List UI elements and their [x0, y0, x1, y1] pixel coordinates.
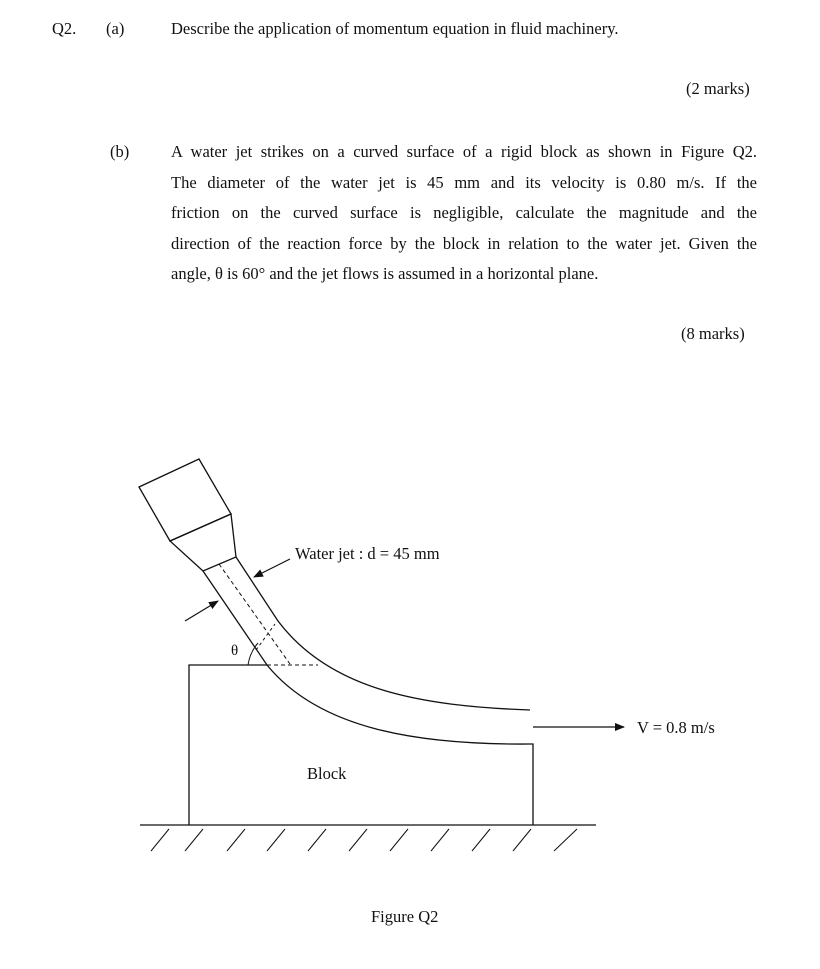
theta-label: θ [231, 643, 239, 659]
question-number: Q2. [52, 19, 77, 38]
part-b-line: direction of the reaction force by the block in relation to the water jet. Given the [171, 233, 757, 253]
jet-upper-edge [236, 557, 530, 710]
figure-caption: Figure Q2 [371, 907, 439, 926]
part-b-label: (b) [110, 142, 130, 161]
part-b-marks: (8 marks) [681, 324, 745, 343]
nozzle-tip [170, 514, 236, 571]
nozzle-body [139, 459, 231, 541]
diameter-arrow-lower [185, 601, 218, 621]
part-b-line: The diameter of the water jet is 45 mm and its velocity is 0.80 m/s. If the [171, 172, 757, 192]
block-outline [189, 665, 533, 825]
part-a-marks: (2 marks) [686, 79, 750, 98]
part-b-line: A water jet strikes on a curved surface of a rigid block as shown in Figure Q2. [171, 142, 757, 161]
block-label: Block [307, 764, 347, 783]
part-a-text: Describe the application of momentum equation in fluid machinery. [171, 19, 619, 38]
part-b-line: angle, θ is 60° and the jet flows is assumed in a horizontal plane. [171, 264, 599, 283]
part-b-line: friction on the curved surface is negligible, calculate the magnitude and the [171, 203, 757, 222]
ground-hatching [151, 829, 577, 851]
diameter-arrow-upper [254, 559, 290, 577]
jet-centerline [219, 564, 290, 664]
jet-label: Water jet : d = 45 mm [295, 544, 440, 563]
jet-lower-edge [203, 571, 530, 744]
velocity-label: V = 0.8 m/s [637, 718, 715, 737]
theta-reference-line [256, 624, 275, 650]
theta-arc [248, 643, 258, 665]
part-a-label: (a) [106, 19, 125, 38]
